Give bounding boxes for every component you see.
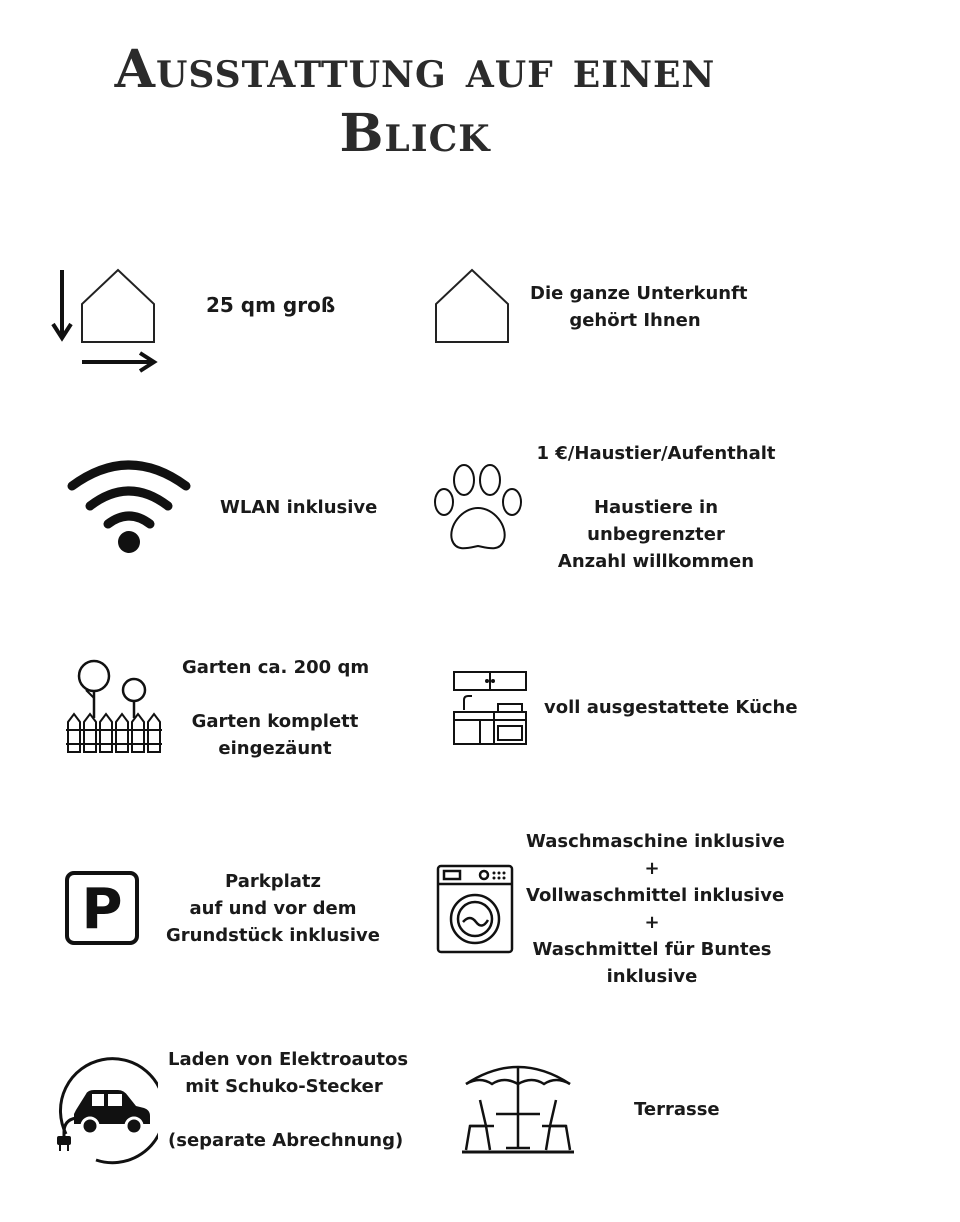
ev-charging-icon	[46, 1054, 158, 1166]
entire-place-line-1: Die ganze Unterkunft	[530, 283, 748, 304]
size-text: 25 qm groß	[206, 293, 336, 317]
kitchen-icon	[450, 668, 530, 748]
pets-label	[536, 440, 776, 575]
entire-place-line-2: gehört Ihnen	[569, 310, 701, 331]
washing-machine-icon	[436, 864, 514, 954]
laundry-line-2: Vollwaschmittel inklusive	[526, 885, 785, 906]
entire-place-label	[530, 280, 748, 334]
title-line-2: Blick	[339, 103, 491, 164]
wifi-text: WLAN inklusive	[220, 497, 378, 518]
kitchen-label	[544, 694, 798, 721]
page-title	[0, 38, 830, 166]
terrace-text: Terrasse	[634, 1099, 720, 1120]
garden-line-2: eingezäunt	[218, 738, 332, 759]
kitchen-text: voll ausgestattete Küche	[544, 697, 798, 718]
house-icon	[432, 268, 512, 346]
svg-text:P: P	[81, 877, 123, 942]
parking-line-1: Parkplatz	[225, 871, 321, 892]
wifi-label	[220, 494, 377, 521]
laundry-line-3: Waschmittel für Buntes	[532, 939, 772, 960]
parking-icon	[64, 870, 140, 946]
size-label	[206, 292, 335, 319]
ev-charging-label	[168, 1046, 409, 1154]
pets-line-3: Anzahl willkommen	[557, 551, 755, 572]
ev-note: (separate Abrechnung)	[168, 1130, 404, 1151]
parking-line-2: auf und vor dem	[189, 898, 357, 919]
laundry-line-4: inklusive	[606, 966, 698, 987]
laundry-plus-2: +	[644, 912, 660, 933]
pets-line-1: Haustiere in	[593, 497, 719, 518]
laundry-label	[526, 828, 785, 990]
terrace-umbrella-icon	[460, 1060, 576, 1156]
garden-line-1: Garten komplett	[191, 711, 359, 732]
laundry-line-1: Waschmaschine inklusive	[526, 831, 785, 852]
garden-label	[182, 654, 368, 762]
garden-fence-icon	[64, 656, 166, 758]
paw-icon	[432, 462, 526, 554]
pets-fee: 1 €/Haustier/Aufenthalt	[536, 443, 776, 464]
parking-line-3: Grundstück inklusive	[166, 925, 380, 946]
parking-label	[166, 868, 380, 949]
title-line-1: Ausstattung auf einen	[114, 39, 716, 100]
terrace-label	[634, 1096, 720, 1123]
laundry-plus-1: +	[644, 858, 660, 879]
ev-line-2: mit Schuko-Stecker	[185, 1076, 383, 1097]
garden-size: Garten ca. 200 qm	[182, 657, 370, 678]
house-size-icon	[48, 266, 160, 376]
pets-line-2: unbegrenzter	[587, 524, 725, 545]
ev-line-1: Laden von Elektroautos	[168, 1049, 409, 1070]
wifi-icon	[66, 456, 192, 556]
